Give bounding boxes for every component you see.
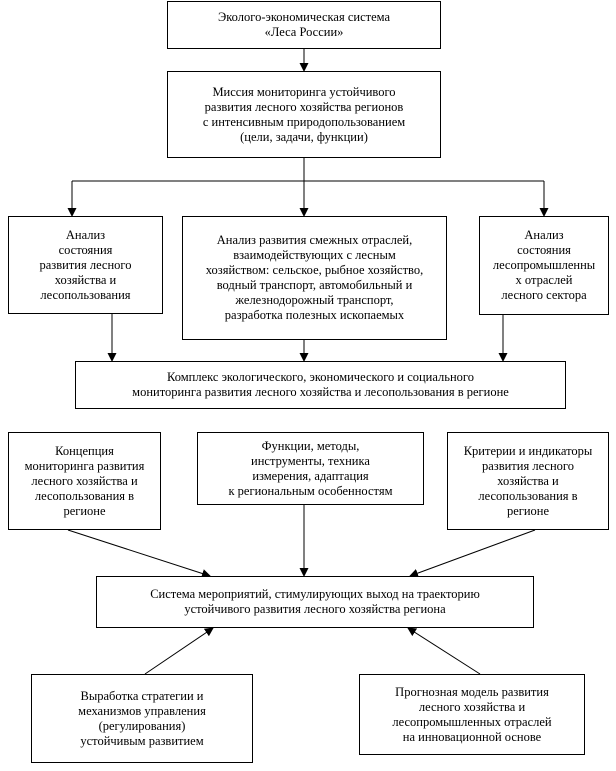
node-system: Эколого-экономическая система «Леса России» [167,1,441,49]
node-analysis-related: Анализ развития смежных отраслей, взаимодействующих с лесным хозяйством: сельское, рыбное хозяйство, водный транспорт, автомобильный и железнодорожный транспорт, разработка полезных ископаемых [182,216,447,340]
arrow-forecast-to-measures [408,628,480,674]
node-mission: Миссия мониторинга устойчивого развития лесного хозяйства регионов с интенсивным природопользованием (цели, задачи, функции) [167,71,441,158]
node-analysis-industry: Анализ состояния лесопромышленны х отраслей лесного сектора [479,216,609,315]
node-analysis-state: Анализ состояния развития лесного хозяйства и лесопользования [8,216,163,314]
node-forecast: Прогнозная модель развития лесного хозяйства и лесопромышленных отраслей на инновационной основе [359,674,585,755]
node-complex: Комплекс экологического, экономического и социального мониторинга развития лесного хозяйства и лесопользования в регионе [75,361,566,409]
arrow-strategy-to-measures [145,628,213,674]
node-functions: Функции, методы, инструменты, техника измерения, адаптация к региональным особенностям [197,432,424,505]
arrow-criteria-to-measures [410,530,535,576]
arrow-concept-to-measures [68,530,210,576]
node-strategy: Выработка стратегии и механизмов управления (регулирования) устойчивым развитием [31,674,253,763]
node-measures: Система мероприятий, стимулирующих выход на траекторию устойчивого развития лесного хозяйства региона [96,576,534,628]
node-concept: Концепция мониторинга развития лесного хозяйства и лесопользования в регионе [8,432,161,530]
node-criteria: Критерии и индикаторы развития лесного хозяйства и лесопользования в регионе [447,432,609,530]
